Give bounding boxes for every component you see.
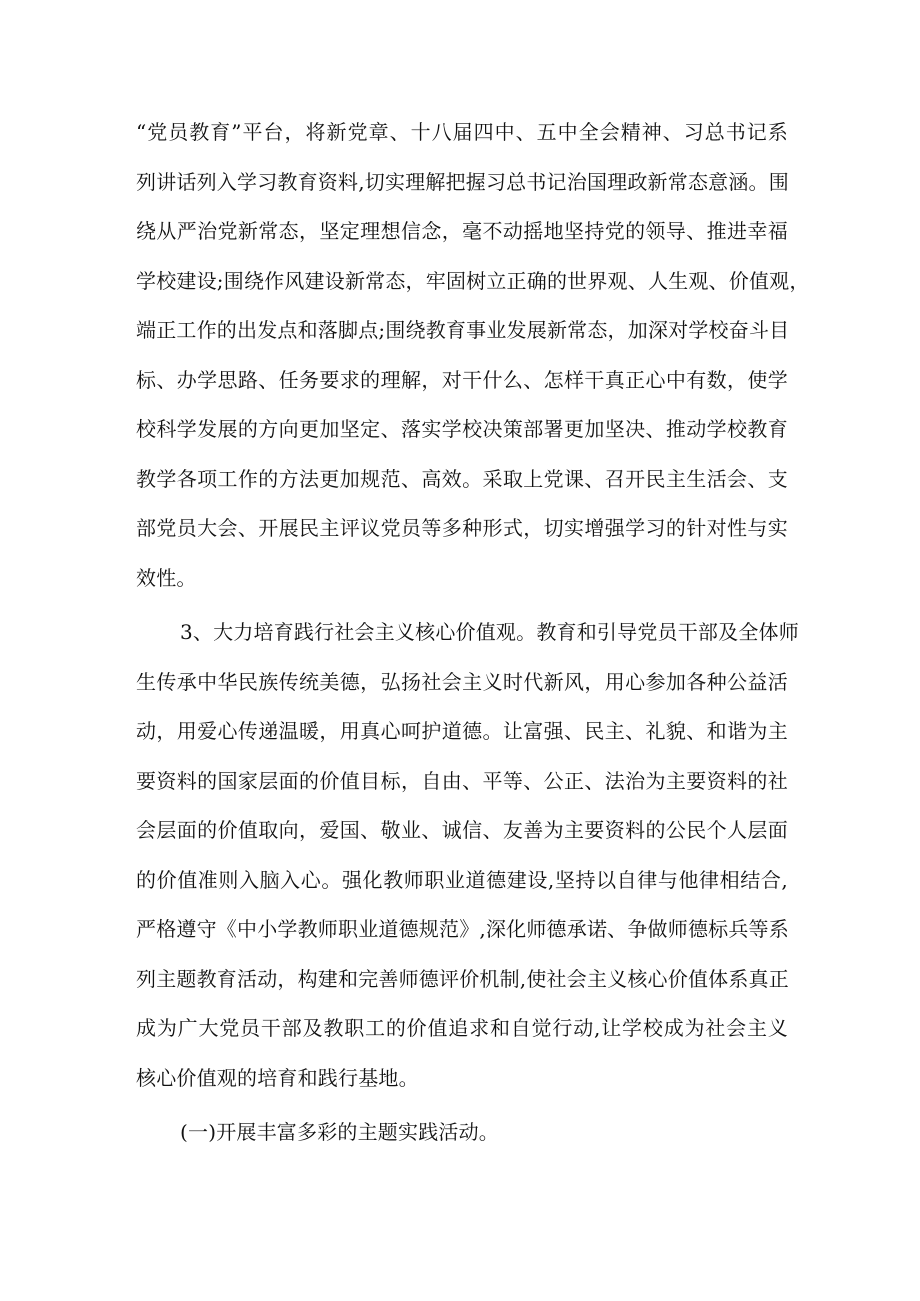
paragraph-1-line-5: 端正工作的出发点和落脚点;围绕教育事业发展新常态，加深对学校奋斗目: [136, 318, 790, 342]
paragraph-1-line-9: 部党员大会、开展民主评议党员等多种形式，切实增强学习的针对性与实: [136, 516, 788, 540]
paragraph-2-line-2: 生传承中华民族传统美德，弘扬社会主义时代新风，用心参加各种公益活: [136, 670, 788, 694]
paragraph-1-line-2: 列讲话列入学习教育资料,切实理解把握习总书记治国理政新常态意涵。围: [136, 170, 789, 194]
paragraph-1-line-4: 学校建设;围绕作风建设新常态，牢固树立正确的世界观、人生观、价值观，: [136, 269, 810, 293]
paragraph-2-line-8: 列主题教育活动，构建和完善师德评价机制,使社会主义核心价值体系真正: [136, 967, 789, 991]
paragraph-2-line-5: 会层面的价值取向，爱国、敬业、诚信、友善为主要资料的公民个人层面: [136, 818, 788, 842]
paragraph-1-line-10: 效性。: [136, 566, 197, 590]
paragraph-2-line-9: 成为广大党员干部及教职工的价值追求和自觉行动,让学校成为社会主义: [136, 1016, 788, 1040]
paragraph-2-line-7: 严格遵守《中小学教师职业道德规范》,深化师德承诺、争做师德标兵等系: [136, 917, 789, 941]
paragraph-2-line-3: 动，用爱心传递温暖，用真心呵护道德。让富强、民主、礼貌、和谐为主: [136, 719, 788, 743]
paragraph-1-line-1: “党员教育”平台，将新党章、十八届四中、五中全会精神、习总书记系: [136, 120, 788, 144]
paragraph-1-line-3: 绕从严治党新常态，坚定理想信念，毫不动摇地坚持党的领导、推进幸福: [136, 219, 788, 243]
paragraph-2-line-6: 的价值准则入脑入心。强化教师职业道德建设,坚持以自律与他律相结合,: [136, 868, 788, 892]
paragraph-2-line-4: 要资料的国家层面的价值目标，自由、平等、公正、法治为主要资料的社: [136, 769, 788, 793]
paragraph-1-line-6: 标、办学思路、任务要求的理解，对干什么、怎样干真正心中有数，使学: [136, 368, 788, 392]
section-heading-one: (一)开展丰富多彩的主题实践活动。: [180, 1120, 500, 1144]
paragraph-2-line-1: 3、大力培育践行社会主义核心价值观。教育和引导党员干部及全体师: [180, 620, 799, 644]
paragraph-1-line-7: 校科学发展的方向更加坚定、落实学校决策部署更加坚决、推动学校教育: [136, 417, 788, 441]
paragraph-1-line-8: 教学各项工作的方法更加规范、高效。采取上党课、召开民主生活会、支: [136, 467, 788, 491]
paragraph-2-line-10: 核心价值观的培育和践行基地。: [136, 1066, 419, 1090]
